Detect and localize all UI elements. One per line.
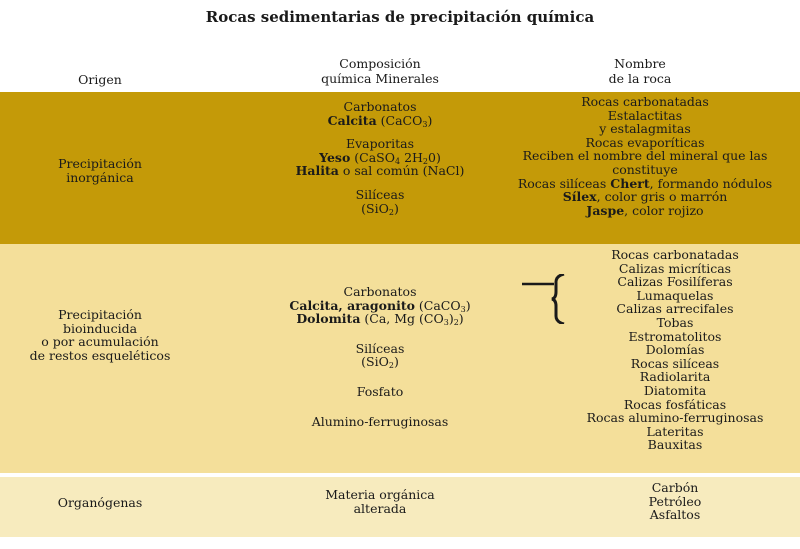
comp-siliceas: Silíceas [355, 340, 405, 356]
comp-line: Materia orgánica [325, 487, 435, 502]
yeso-formula-b: 2H [400, 149, 423, 165]
comp-evaporitas: Evaporitas [345, 136, 415, 152]
subscript: 3 [422, 119, 428, 129]
rock-name: Calizas micríticas [618, 260, 732, 276]
rock-silex-b: , color gris o marrón [596, 189, 728, 205]
rocks-bioinducida [565, 248, 785, 452]
comp-carbonatos: Carbonatos [343, 99, 417, 114]
rock-chert-a: Rocas silíceas [517, 175, 611, 191]
comp-calcita: Calcita (CaCO$_3$) [327, 112, 433, 129]
origin-line: inorgánica [66, 169, 134, 185]
header-composicion-line2: química Minerales [321, 71, 439, 86]
origin-line: bioinducida [62, 320, 138, 336]
header-nombre [540, 56, 740, 86]
rock-name: Lateritas [646, 423, 704, 439]
yeso-formula-c: 0) [428, 149, 441, 165]
composition-bioinducida [240, 285, 520, 428]
subscript: 2 [453, 318, 459, 328]
sio2-formula: (SiO [361, 200, 389, 216]
rock-name: constituye [612, 161, 678, 177]
rock-name: Calizas arrecifales [616, 301, 734, 317]
origin-inorganica [10, 157, 190, 184]
sio2-formula: (SiO [361, 354, 389, 370]
dolomita-label: Dolomita [296, 311, 361, 327]
rock-name: Dolomías [645, 342, 705, 358]
rock-silex-a: Sílex [562, 189, 597, 205]
rock-jaspe-b: , color rojizo [624, 202, 704, 218]
rock-name: Reciben el nombre del mineral que las [522, 148, 768, 164]
comp-sio2: (SiO$_2$) [361, 200, 399, 217]
rock-name: Lumaquelas [636, 287, 714, 303]
rock-name: Rocas alumino-ferruginosas [586, 410, 764, 426]
rock-name: Petróleo [648, 493, 702, 509]
rock-name: Rocas carbonatadas [581, 94, 709, 109]
comp-yeso [240, 151, 520, 165]
dolomita-formula: (Ca, Mg (CO [360, 311, 444, 327]
header-nombre-line1: Nombre [614, 56, 666, 71]
rock-name: Estalactitas [607, 107, 683, 123]
rock-name: Tobas [656, 314, 694, 330]
comp-siliceas: Silíceas [355, 186, 405, 202]
rock-name: y estalagmitas [599, 121, 691, 137]
comp-halita [240, 164, 520, 178]
comp-carbonatos: Carbonatos [343, 284, 417, 299]
rocks-organogenas [565, 481, 785, 522]
rock-jaspe-a: Jaspe [586, 202, 625, 218]
header-composicion-line1: Composición [339, 56, 421, 71]
subscript: 4 [395, 156, 401, 166]
rock-chert-b: Chert [610, 175, 650, 191]
halita-label: Halita [295, 163, 339, 179]
composition-inorganica [240, 100, 520, 215]
rock-name: Estromatolitos [628, 328, 722, 344]
rock-name: Bauxitas [647, 437, 703, 453]
origin-line: de restos esqueléticos [29, 347, 171, 363]
calcita-label: Calcita [327, 112, 377, 128]
rock-name: Rocas carbonatadas [611, 247, 739, 262]
rock-chert-c: , formando nódulos [649, 175, 773, 191]
origin-line: Precipitación [58, 156, 142, 171]
comp-calcita-aragonito: Calcita, aragonito (CaCO$_3$) [289, 297, 471, 314]
origin-organogenas: Organógenas [57, 495, 143, 510]
rock-name: Calizas Fosilíferas [617, 274, 733, 290]
rock-name: Rocas evaporíticas [585, 134, 705, 150]
subscript: 3 [460, 304, 466, 314]
yeso-label: Yeso [319, 149, 351, 165]
calcita-formula: (CaCO [380, 112, 423, 128]
rock-name: Radiolarita [639, 369, 711, 385]
header-composicion [280, 56, 480, 86]
rock-name: Asfaltos [649, 507, 701, 523]
halita-rest: o sal común (NaCl) [338, 163, 465, 179]
comp-fosfato: Fosfato [356, 383, 404, 399]
calcita-aragonito-formula: (CaCO [414, 297, 461, 313]
comp-line: alterada [353, 500, 407, 516]
subscript: 2 [388, 207, 394, 217]
rock-name [495, 190, 795, 204]
page-title: Rocas sedimentarias de precipitación química [205, 8, 595, 26]
origin-bioinducida [10, 308, 190, 362]
origin-line: o por acumulación [41, 334, 159, 350]
rock-name [495, 177, 795, 191]
rock-name: Rocas fosfáticas [623, 396, 727, 412]
rock-name: Carbón [651, 480, 699, 495]
comp-sio2: (SiO$_2$) [361, 354, 399, 371]
subscript: 2 [388, 361, 394, 371]
comp-alumino: Alumino-ferruginosas [311, 413, 449, 429]
comp-dolomita: Dolomita (Ca, Mg $(CO_3)_2$) [296, 311, 464, 328]
rock-name: Rocas silíceas [630, 355, 720, 371]
header-origen: Origen [78, 72, 122, 87]
rock-name [495, 204, 795, 218]
header-nombre-line2: de la roca [608, 71, 672, 86]
rock-name: Diatomita [643, 382, 707, 398]
rocks-inorganica [495, 95, 795, 217]
subscript: 2 [422, 156, 429, 166]
calcita-aragonito-label: Calcita, aragonito [289, 297, 415, 313]
yeso-formula-a: (CaSO [354, 149, 395, 165]
subscript: 3 [443, 318, 449, 328]
composition-organogenas [240, 488, 520, 515]
origin-line: Precipitación [58, 307, 142, 322]
